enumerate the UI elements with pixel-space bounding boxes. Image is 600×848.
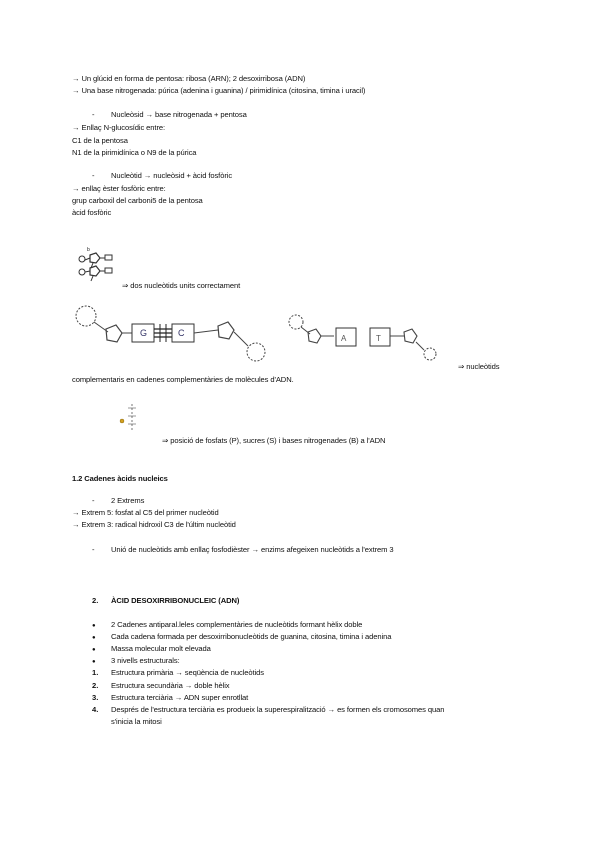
list-dash: - <box>92 171 95 180</box>
intro-line-base: → Una base nitrogenada: púrica (adenina i guanina) / pirimidínica (citosina, timina i uracil) <box>72 86 366 95</box>
list-dash: - <box>92 110 95 119</box>
figure-small-label: b <box>87 247 90 253</box>
bullet-dot: ● <box>92 623 96 629</box>
structure-secondary: Estructura secundària → doble hèlix <box>111 681 230 690</box>
adn-bullet-2: Cada cadena formada per desoxirribonucleòtids de guanina, citosina, timina i adenina <box>111 632 392 641</box>
list-dash: - <box>92 545 95 554</box>
adn-bullet-1: 2 Cadenes antiparal.leles complementàries de nucleòtids formant hèlix doble <box>111 620 363 629</box>
supercoiling-line: Després de l'estructura terciària es produeix la superespiralització → es formen els cromosomes quan <box>111 705 445 714</box>
figure-caption-complementary: complementaris en cadenes complementàries de molècules d'ADN. <box>72 375 294 384</box>
section-heading-cadenes: 1.2 Cadenes àcids nucleics <box>72 474 168 483</box>
numbered-index: 2. <box>92 681 99 690</box>
psb-positions-diagram <box>118 402 138 432</box>
svg-text:C: C <box>178 328 185 338</box>
nucleotid-item: Nucleòtid → nucleòsid + àcid fosfòric <box>111 171 233 180</box>
svg-text:G: G <box>140 328 148 338</box>
figure-caption-complementary-end: ⇒ nucleòtids <box>458 362 500 371</box>
nucleosid-n1-line: N1 de la pirimidínica o N9 de la púrica <box>72 148 197 157</box>
section-number: 2. <box>92 596 99 605</box>
numbered-index: 4. <box>92 705 99 714</box>
intro-line-pentose: → Un glúcid en forma de pentosa: ribosa (ARN); 2 desoxirribosa (ADN) <box>72 74 306 83</box>
structure-tertiary: Estructura terciària → ADN super enrotllat <box>111 693 249 702</box>
list-dash: - <box>92 496 95 505</box>
adenine-thymine-pair-diagram <box>286 312 446 362</box>
complementary-pair-diagram <box>72 302 272 364</box>
extrem-3-line: → Extrem 3: radical hidroxil C3 de l'últim nucleòtid <box>72 520 236 529</box>
adenine-label: A <box>341 334 347 343</box>
extrem-5-line: → Extrem 5: fosfat al C5 del primer nucleòtid <box>72 508 219 517</box>
nucleosid-item: Nucleòsid → base nitrogenada + pentosa <box>111 110 247 119</box>
thymine-label: T <box>376 334 381 343</box>
adn-bullet-4: 3 nivells estructurals: <box>111 656 180 665</box>
numbered-index: 1. <box>92 668 99 677</box>
section-heading-adn: ÀCID DESOXIRRIBONUCLEIC (ADN) <box>111 596 240 605</box>
nucleosid-bond-line: → Enllaç N-glucosídic entre: <box>72 123 166 132</box>
bullet-dot: ● <box>92 659 96 665</box>
numbered-index: 3. <box>92 693 99 702</box>
two-nucleotides-diagram <box>76 244 126 290</box>
bullet-dot: ● <box>92 635 96 641</box>
nucleotid-phosphoric-line: àcid fosfòric <box>72 208 112 217</box>
adn-bullet-3: Massa molecular molt elevada <box>111 644 211 653</box>
figure-caption-psb: ⇒ posició de fosfats (P), sucres (S) i bases nitrogenades (B) a l'ADN <box>162 436 386 445</box>
structure-primary: Estructura primària → seqüència de nucleòtids <box>111 668 264 677</box>
nucleosid-c1-line: C1 de la pentosa <box>72 136 128 145</box>
nucleotid-carboxyl-line: grup carboxil del carboni5 de la pentosa <box>72 196 203 205</box>
figure-caption-two-nucleotides: ⇒ dos nucleòtids units correctament <box>122 281 241 290</box>
supercoiling-line-cont: s'inicia la mitosi <box>111 717 162 726</box>
bullet-dot: ● <box>92 647 96 653</box>
fosfodiester-item: Unió de nucleòtids amb enllaç fosfodièster → enzims afegeixen nucleòtids a l'extrem 3 <box>111 545 394 554</box>
nucleotid-ester-line: → enllaç èster fosfòric entre: <box>72 184 166 193</box>
extrems-item: 2 Extrems <box>111 496 145 505</box>
